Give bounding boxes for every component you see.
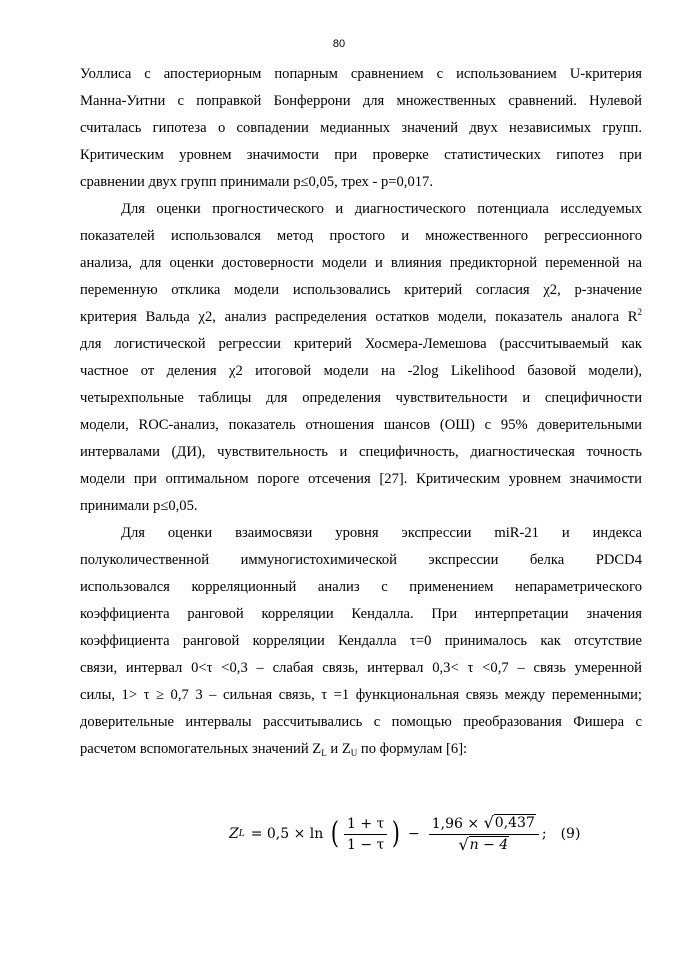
text-line: полуколичественной иммуногистохимической экспрессии белка PDCD4	[80, 552, 642, 568]
text-line	[80, 304, 642, 331]
text-line: связи, интервал 0<τ <0,3 – слабая связь, интервал 0,3< τ <0,7 – связь умеренной	[80, 660, 642, 676]
page-number: 80	[332, 38, 346, 50]
text-segment: критерия Вальда χ2, анализ распределения остатков модели, показатель аналога R	[80, 309, 638, 325]
formula-text: 1,96 ×	[431, 815, 484, 832]
text-line: коэффициента ранговой корреляции Кендалла τ=0 принималось как отсутствие	[80, 633, 642, 649]
equation-number: (9)	[560, 826, 581, 842]
text-line: сравнении двух групп принимали p≤0,05, трех - p=0,017.	[80, 174, 433, 190]
text-line: считалась гипотеза о совпадении медианных значений двух независимых групп.	[80, 120, 642, 136]
text-segment: по формулам [6]:	[357, 741, 468, 757]
radical-sign: √	[483, 812, 494, 832]
text-line: принимали p≤0,05.	[80, 498, 198, 514]
formula-variable: Z	[229, 826, 239, 842]
text-line: Уоллиса с апостериорным попарным сравнением с использованием U-критерия	[80, 66, 642, 82]
right-paren: )	[392, 816, 401, 851]
text-line: для логистической регрессии критерий Хосмера-Лемешова (рассчитываемый как	[80, 336, 642, 352]
fraction-numerator	[429, 814, 539, 835]
fraction	[429, 814, 539, 855]
text-line: Манна-Уитни с поправкой Бонферрони для множественных сравнений. Нулевой	[80, 93, 642, 109]
radicand: 0,437	[494, 814, 535, 831]
radicand: n − 4	[469, 836, 509, 853]
square-root	[484, 814, 536, 832]
formula-text: = 0,5 × ln	[250, 826, 324, 842]
text-segment: расчетом вспомогательных значений Z	[80, 741, 322, 757]
text-line: переменную отклика модели использовались критерий согласия χ2, p-значение	[80, 282, 642, 298]
square-root	[458, 836, 509, 854]
text-segment: и Z	[326, 741, 351, 757]
fraction-numerator: 1 + τ	[344, 815, 387, 835]
text-line: модели при оптимальном пороге отсечения [27]. Критическим уровнем значимости	[80, 471, 642, 487]
fraction-denominator: 1 − τ	[347, 836, 385, 853]
text-line: модели, ROC-анализ, показатель отношения шансов (ОШ) с 95% доверительными	[80, 417, 642, 433]
fraction	[344, 815, 387, 854]
text-line: Критическим уровнем значимости при проверке статистических гипотез при	[80, 147, 642, 163]
text-line: использовался корреляционный анализ с применением непараметрического	[80, 579, 642, 595]
fraction-denominator	[455, 835, 512, 855]
subscript: U	[350, 748, 358, 758]
formula-terminator: ;	[541, 826, 547, 842]
left-paren: (	[331, 816, 340, 851]
text-line: четырехпольные таблицы для определения чувствительности и специфичности	[80, 390, 642, 406]
text-line: Для оценки взаимосвязи уровня экспрессии miR-21 и индекса	[121, 525, 642, 541]
body-text	[80, 61, 642, 763]
formula-9: Z L = 0,5 × ln ( $\frac{1 + \tau}{1 - \tau}$ ) − 1,96 × √ 0,437 √ n − 4 ; (9)	[229, 812, 581, 854]
formula-minus: −	[408, 826, 420, 842]
text-line: доверительные интервалы рассчитывались с помощью преобразования Фишера с	[80, 714, 642, 730]
text-line: Для оценки прогностического и диагностического потенциала исследуемых	[121, 201, 642, 217]
subscript: L	[321, 748, 327, 758]
text-line: коэффициента ранговой корреляции Кендалла. При интерпретации значения	[80, 606, 642, 622]
text-line	[80, 736, 642, 763]
text-line: силы, 1> τ ≥ 0,7 3 – сильная связь, τ =1 функциональная связь между переменными;	[80, 687, 642, 703]
superscript: 2	[637, 307, 642, 317]
text-line: анализа, для оценки достоверности модели и влияния предикторной переменной на	[80, 255, 642, 271]
text-line: показателей использовался метод простого и множественного регрессионного	[80, 228, 642, 244]
text-line: интервалами (ДИ), чувствительность и специфичность, диагностическая точность	[80, 444, 642, 460]
text-line: частное от деления χ2 итоговой модели на -2log Likelihood базовой модели),	[80, 363, 642, 379]
radical-sign: √	[458, 834, 469, 854]
